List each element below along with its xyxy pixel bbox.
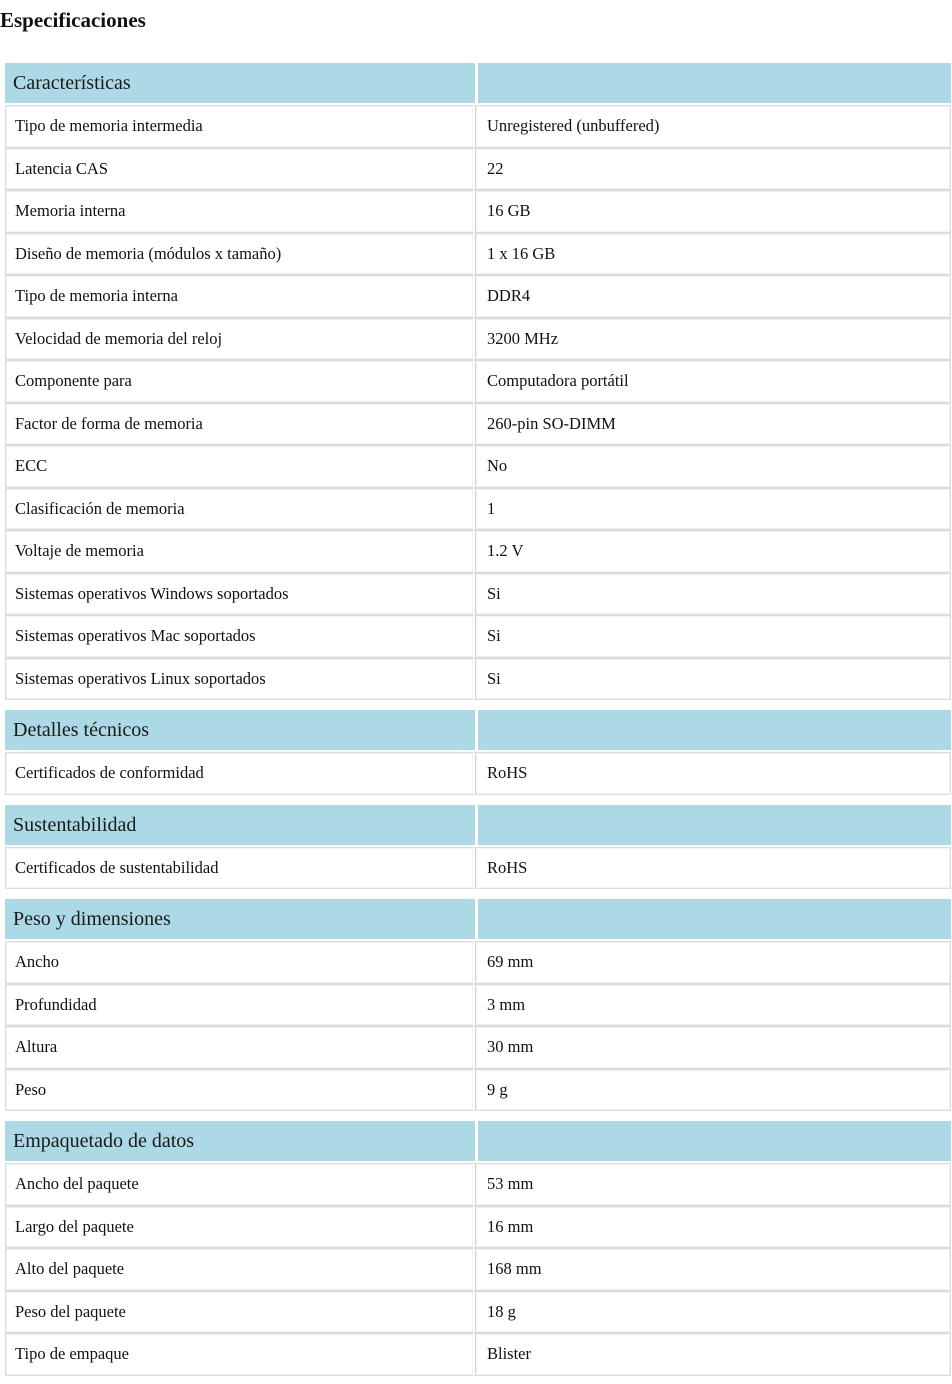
- spec-row: [5, 190, 951, 233]
- section-heading-blank-cell: [475, 805, 951, 847]
- spec-value: RoHS: [475, 847, 951, 890]
- spec-value: No: [475, 445, 951, 488]
- spec-row: [5, 530, 951, 573]
- spec-value: 18 g: [475, 1291, 951, 1334]
- spec-label: Clasificación de memoria: [5, 488, 475, 531]
- spec-value: Si: [475, 658, 951, 701]
- spec-row: [5, 658, 951, 701]
- section-heading: Detalles técnicos: [5, 710, 475, 752]
- section-header-sustentabilidad: [5, 805, 951, 847]
- section-heading-blank-cell: [475, 899, 951, 941]
- spec-row: [5, 275, 951, 318]
- section-header-detalles-tecnicos: [5, 710, 951, 752]
- section-spacer-cell: [5, 700, 951, 710]
- spec-label: Ancho: [5, 941, 475, 984]
- spec-label: Diseño de memoria (módulos x tamaño): [5, 233, 475, 276]
- section-heading: Sustentabilidad: [5, 805, 475, 847]
- spec-value: 53 mm: [475, 1163, 951, 1206]
- section-heading: Peso y dimensiones: [5, 899, 475, 941]
- specifications-container: [5, 63, 951, 1376]
- specifications-table: [5, 63, 951, 1376]
- section-spacer: [5, 889, 951, 899]
- spec-label: Velocidad de memoria del reloj: [5, 318, 475, 361]
- spec-label: Tipo de empaque: [5, 1333, 475, 1376]
- spec-label: ECC: [5, 445, 475, 488]
- spec-row: [5, 1248, 951, 1291]
- section-spacer: [5, 700, 951, 710]
- spec-row: [5, 445, 951, 488]
- spec-row: [5, 105, 951, 148]
- spec-value: 16 GB: [475, 190, 951, 233]
- spec-row: [5, 403, 951, 446]
- section-header-empaquetado-de-datos: [5, 1121, 951, 1163]
- spec-label: Tipo de memoria interna: [5, 275, 475, 318]
- spec-row: [5, 148, 951, 191]
- spec-label: Sistemas operativos Linux soportados: [5, 658, 475, 701]
- spec-label: Sistemas operativos Windows soportados: [5, 573, 475, 616]
- spec-label: Memoria interna: [5, 190, 475, 233]
- spec-label: Componente para: [5, 360, 475, 403]
- spec-value: 22: [475, 148, 951, 191]
- spec-value: 260-pin SO-DIMM: [475, 403, 951, 446]
- spec-row: [5, 1206, 951, 1249]
- spec-label: Latencia CAS: [5, 148, 475, 191]
- spec-label: Ancho del paquete: [5, 1163, 475, 1206]
- spec-row: [5, 1069, 951, 1112]
- spec-row: [5, 984, 951, 1027]
- section-heading-blank-cell: [475, 1121, 951, 1163]
- section-heading: Características: [5, 63, 475, 105]
- spec-value: 3200 MHz: [475, 318, 951, 361]
- spec-value: 1 x 16 GB: [475, 233, 951, 276]
- page-title: Especificaciones: [0, 8, 146, 32]
- spec-label: Certificados de conformidad: [5, 752, 475, 795]
- spec-label: Certificados de sustentabilidad: [5, 847, 475, 890]
- section-spacer-cell: [5, 889, 951, 899]
- section-header-caracteristicas: [5, 63, 951, 105]
- spec-value: 1.2 V: [475, 530, 951, 573]
- spec-row: [5, 233, 951, 276]
- spec-value: 69 mm: [475, 941, 951, 984]
- spec-label: Alto del paquete: [5, 1248, 475, 1291]
- spec-value: 16 mm: [475, 1206, 951, 1249]
- spec-value: Computadora portátil: [475, 360, 951, 403]
- section-spacer-cell: [5, 795, 951, 805]
- spec-row: [5, 573, 951, 616]
- spec-label: Sistemas operativos Mac soportados: [5, 615, 475, 658]
- spec-label: Peso del paquete: [5, 1291, 475, 1334]
- spec-row: [5, 1026, 951, 1069]
- section-heading-blank-cell: [475, 63, 951, 105]
- section-spacer: [5, 795, 951, 805]
- spec-value: 30 mm: [475, 1026, 951, 1069]
- spec-label: Altura: [5, 1026, 475, 1069]
- spec-label: Factor de forma de memoria: [5, 403, 475, 446]
- section-heading-blank-cell: [475, 710, 951, 752]
- spec-value: 1: [475, 488, 951, 531]
- spec-value: Si: [475, 615, 951, 658]
- spec-value: Blister: [475, 1333, 951, 1376]
- spec-row: [5, 752, 951, 795]
- spec-label: Voltaje de memoria: [5, 530, 475, 573]
- spec-label: Peso: [5, 1069, 475, 1112]
- spec-row: [5, 847, 951, 890]
- specifications-table-body: [5, 63, 951, 1376]
- spec-row: [5, 615, 951, 658]
- spec-row: [5, 941, 951, 984]
- section-header-peso-y-dimensiones: [5, 899, 951, 941]
- spec-value: RoHS: [475, 752, 951, 795]
- spec-value: 9 g: [475, 1069, 951, 1112]
- spec-label: Largo del paquete: [5, 1206, 475, 1249]
- spec-row: [5, 1333, 951, 1376]
- spec-label: Profundidad: [5, 984, 475, 1027]
- spec-value: Si: [475, 573, 951, 616]
- spec-row: [5, 488, 951, 531]
- spec-value: 168 mm: [475, 1248, 951, 1291]
- spec-value: DDR4: [475, 275, 951, 318]
- spec-row: [5, 318, 951, 361]
- spec-row: [5, 1163, 951, 1206]
- section-spacer-cell: [5, 1111, 951, 1121]
- spec-value: Unregistered (unbuffered): [475, 105, 951, 148]
- spec-value: 3 mm: [475, 984, 951, 1027]
- section-heading: Empaquetado de datos: [5, 1121, 475, 1163]
- section-spacer: [5, 1111, 951, 1121]
- spec-row: [5, 360, 951, 403]
- spec-label: Tipo de memoria intermedia: [5, 105, 475, 148]
- spec-row: [5, 1291, 951, 1334]
